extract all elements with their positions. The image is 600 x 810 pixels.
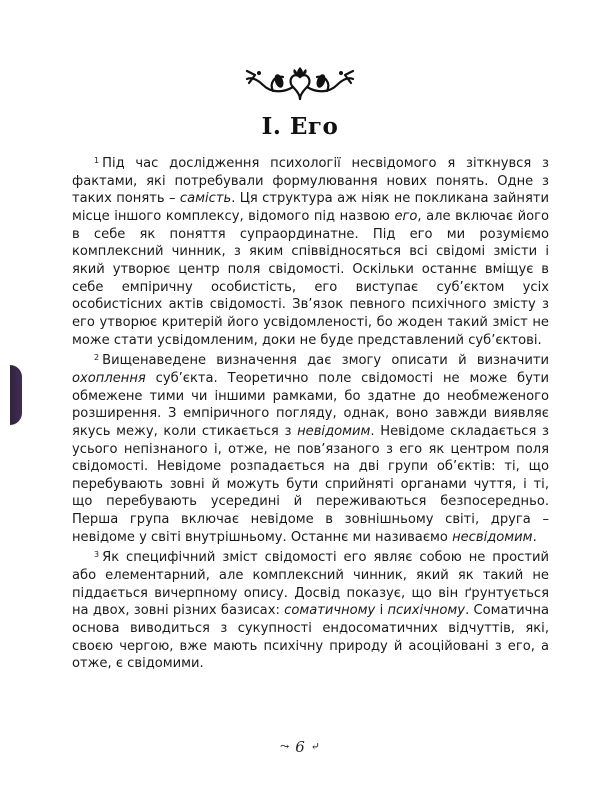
floral-flourish-icon xyxy=(243,63,357,103)
paragraph-1 xyxy=(72,152,549,349)
text-segment: , але включає його в себе як поняття супраординатне. Під его ми розуміємо комплексний чинник, з яким співвідносяться всі свідомі змісти і який утворює центр поля свідомості. Оскільки останнє вміщує в себе емпіричну особистість, его виступає суб’єктом усіх особистісних актів свідомості. Зв’язок певного психічного змісту з его утворює критерій його усвідомленості, бо жоден такий зміст не може стати усвідомленим, доки не буде представлений суб’єктові. xyxy=(72,208,549,348)
italic-term: психічному xyxy=(387,603,466,619)
page-number: 6 xyxy=(295,738,305,756)
right-flourish-icon: ⤶ xyxy=(310,740,320,753)
chapter-title: I. Его xyxy=(261,113,339,140)
text-segment: і xyxy=(375,603,388,619)
binding-shadow xyxy=(10,365,22,425)
paragraph-number: 1 xyxy=(94,156,100,165)
italic-term: его xyxy=(394,208,418,224)
text-segment: . Ця структура аж ніяк не покликана зайняти місце іншого комплексу, відомого під назвою xyxy=(72,191,549,224)
italic-term: соматичному xyxy=(284,603,376,619)
text-segment: . Невідоме складається з усього непізнаного і, отже, не пов’язаного з его як центром поля свідомості. Невідоме розпадається на дві групи об’єктів: ті, що перебувають зовні й можуть бути сприйняті органами чуття, і ті, що перебувають усередині й переживаються безпосередньо. Перша група включає невідоме в зовнішньому світі, друга – невідоме у світі внутрішньому. Останнє ми називаємо xyxy=(72,423,549,545)
paragraph-2 xyxy=(72,349,549,546)
text-segment: . xyxy=(532,529,537,545)
text-segment: Під час дослідження психології несвідомого я зіткнувся з фактами, які потребували формулювання нових понять. Одне з таких понять – xyxy=(72,156,549,207)
text-segment: суб’єкта. Теоретично поле свідомості не може бути обмежене тими чи іншими рамками, бо здатне до необмеженого розширення. З емпіричного погляду, однак, воно завжди виявляє якусь межу, коли стикається з xyxy=(72,370,549,439)
italic-term: самість xyxy=(179,191,232,207)
italic-term: невідомим xyxy=(297,423,371,439)
italic-term: несвідомим xyxy=(452,529,533,545)
paragraph-number: 2 xyxy=(94,353,100,363)
chapter-body xyxy=(72,152,549,673)
italic-term: охоплення xyxy=(72,370,146,386)
text-segment: Як специфічний зміст свідомості его являє собою не простий або елементарний, але комплексний чинник, який як такий не піддається вичерпному опису. Досвід показує, що він ґрунтується на двох, зовні різних базисах: xyxy=(72,550,549,619)
paragraph-number: 3 xyxy=(94,550,100,560)
text-segment: . Соматична основа виводиться з сукупності ендосоматичних відчуттів, які, своєю чергою, вже мають психічну природу й асоційовані з его, а отже, є свідомими. xyxy=(72,603,549,672)
paragraph-3 xyxy=(72,546,549,673)
text-segment: Вищенаведене визначення дає змогу описати й визначити xyxy=(102,353,549,369)
left-flourish-icon: ⤳ xyxy=(280,740,290,753)
page-footer xyxy=(0,738,600,756)
